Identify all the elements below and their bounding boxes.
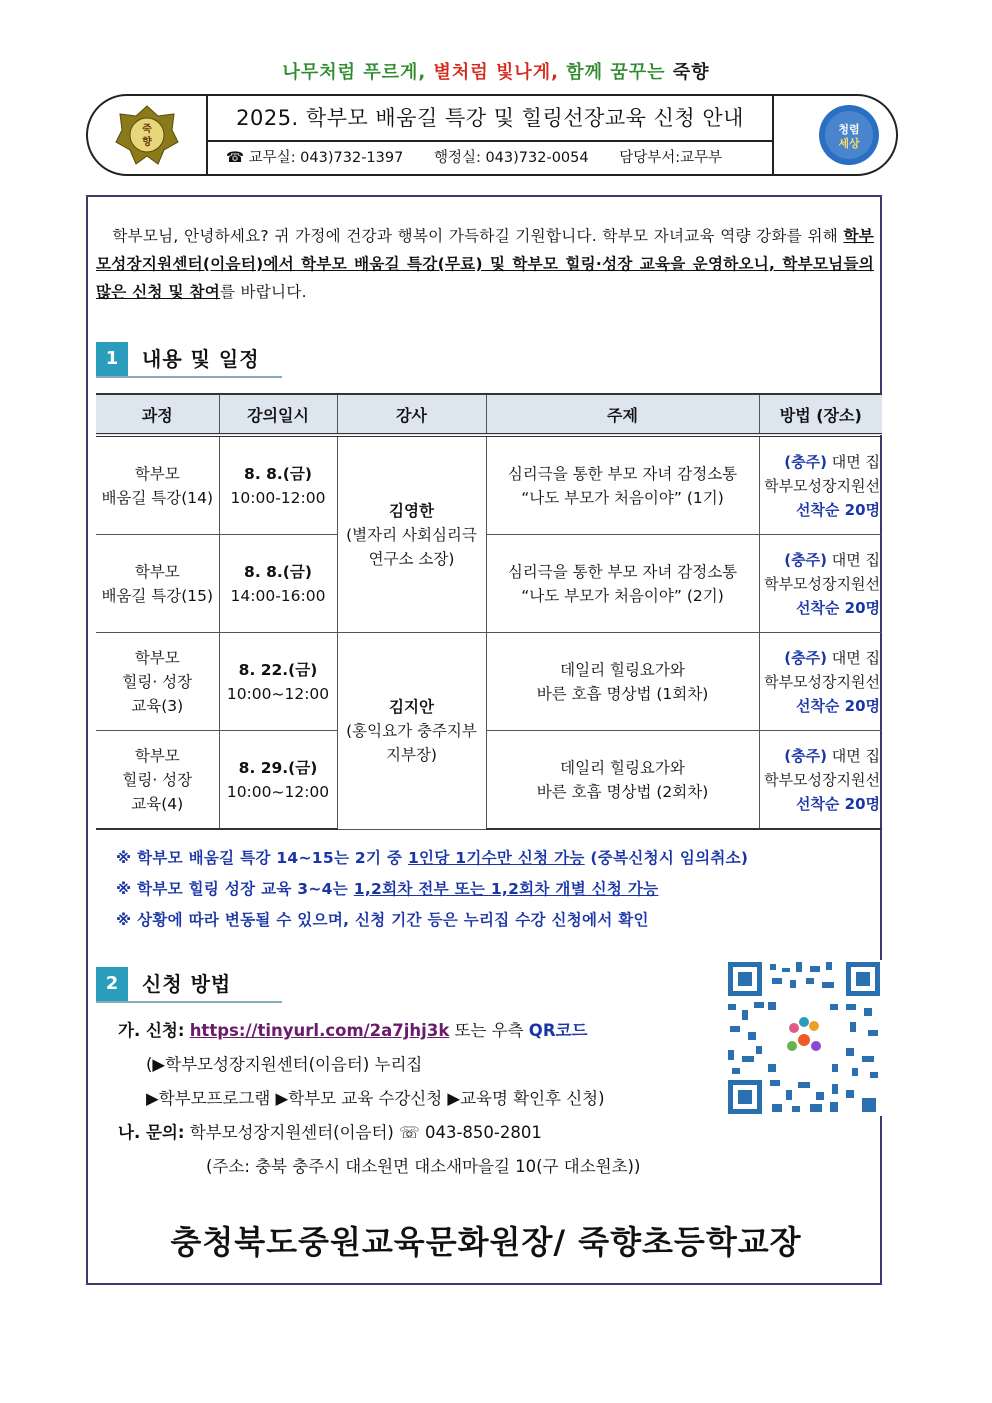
- method-type: 대면 집: [831, 452, 880, 471]
- method-region: (충주): [784, 648, 827, 667]
- table-row: [96, 633, 882, 731]
- svg-text:죽: 죽: [142, 124, 152, 135]
- col-header: 주제: [486, 394, 759, 435]
- instructor-org: 연구소 소장): [368, 549, 455, 568]
- contact-line: [208, 142, 772, 174]
- course-cell: [96, 535, 219, 633]
- schedule-table: [96, 393, 882, 830]
- topic-cell: [486, 435, 759, 535]
- date-cell: [219, 731, 337, 830]
- time-text: 10:00~12:00: [226, 684, 330, 703]
- apply-step: ▶학부모프로그램 ▶학부모 교육 수강신청 ▶교육명 확인후 신청): [146, 1089, 605, 1108]
- apply-line: [118, 1014, 640, 1048]
- method-region: (충주): [784, 550, 827, 569]
- col-header: 과정: [96, 394, 219, 435]
- note-emphasis: 1,2회차 전부 또는 1,2회차 개별 신청 가능: [353, 880, 659, 898]
- date-cell: [219, 435, 337, 535]
- table-header-row: [96, 394, 882, 435]
- apply-label: 가. 신청:: [118, 1021, 185, 1040]
- date-cell: [219, 535, 337, 633]
- instructor-org: 지부장): [386, 745, 437, 764]
- apply-link[interactable]: https://tinyurl.com/2a7jhj3k: [189, 1021, 450, 1040]
- topic-line: 심리극을 통한 부모 자녀 감정소통: [507, 562, 738, 581]
- apply-step: (▶학부모성장지원센터(이음터) 누리집: [146, 1055, 423, 1074]
- method-place: 학부모성장지원선: [764, 672, 880, 691]
- topic-cell: [486, 633, 759, 731]
- method-type: 대면 집: [831, 550, 880, 569]
- course-cell: [96, 731, 219, 830]
- note-item: ※ 상황에 따라 변동될 수 있으며, 신청 기간 등은 누리집 수강 신청에서 확인: [116, 911, 649, 929]
- issuer-signature: 충청북도중원교육문화원장/ 죽향초등학교장: [170, 1223, 802, 1261]
- topic-line: “나도 부모가 처음이야” (1기): [521, 488, 724, 507]
- section-label: 내용 및 일정: [142, 347, 260, 371]
- method-cell: [759, 535, 882, 633]
- instructor-name: 김영한: [389, 501, 434, 520]
- note-item: [116, 874, 748, 905]
- slogan-part2: 별처럼 빛나게,: [433, 62, 559, 83]
- section-number: 1: [96, 342, 128, 376]
- course-cell: [96, 633, 219, 731]
- intro-paragraph: [96, 222, 874, 306]
- inquiry-label: 나. 문의:: [118, 1123, 185, 1142]
- topic-cell: [486, 731, 759, 830]
- instructor-org: (홍익요가 충주지부: [346, 721, 477, 740]
- svg-text:향: 향: [142, 137, 152, 148]
- col-header: 강사: [337, 394, 486, 435]
- note-emphasis: 1인당 1기수만 신청 가능: [407, 849, 585, 867]
- topic-line: “나도 부모가 처음이야” (2기): [521, 586, 724, 605]
- intro-text-1: 학부모님, 안녕하세요? 귀 가정에 건강과 행복이 가득하길 기원합니다. 학부모 자녀교육 역량 강화를 위해: [112, 227, 844, 245]
- instructor-name: 김지안: [389, 697, 434, 716]
- table-row: [96, 731, 882, 830]
- admin-phone: 행정실: 043)732-0054: [433, 150, 589, 166]
- section-label: 신청 방법: [142, 972, 232, 996]
- method-region: (충주): [784, 746, 827, 765]
- topic-line: 바른 호흡 명상법 (2회차): [536, 782, 709, 801]
- topic-line: 심리극을 통한 부모 자녀 감정소통: [507, 464, 738, 483]
- method-quota: 선착순 20명: [795, 500, 880, 519]
- inquiry-contact: 학부모성장지원센터(이음터) ☏ 043-850-2801: [189, 1123, 542, 1142]
- svg-text:세상: 세상: [838, 137, 860, 150]
- method-place: 학부모성장지원선: [764, 476, 880, 495]
- date-cell: [219, 633, 337, 731]
- method-quota: 선착순 20명: [795, 598, 880, 617]
- slogan-part4: 죽향: [672, 62, 710, 83]
- topic-line: 데일리 힐링요가와: [560, 758, 685, 777]
- time-text: 10:00-12:00: [230, 488, 326, 507]
- course-line: 힐링· 성장: [122, 770, 193, 789]
- intro-highlight: 학부모성장지원센터(이음터)에서 학부모 배움길 특강(무료) 및 학부모 힐링·성장 교육을 운영하오니, 학부모님들의 많은 신청 및 참여: [96, 227, 874, 301]
- page-title: 2025. 학부모 배움길 특강 및 힐링선장교육 신청 안내: [208, 94, 772, 142]
- note-text: (중복신청시 임의취소): [584, 849, 749, 867]
- course-cell: [96, 435, 219, 535]
- topic-line: 데일리 힐링요가와: [560, 660, 685, 679]
- course-line: 교육(3): [131, 696, 184, 715]
- qr-code-image[interactable]: [726, 960, 882, 1116]
- topic-line: 바른 호흡 명상법 (1회차): [536, 684, 709, 703]
- slogan-part1: 나무처럼 푸르게,: [282, 62, 427, 83]
- course-line: 학부모: [134, 562, 180, 581]
- method-type: 대면 집: [831, 648, 880, 667]
- time-text: 10:00~12:00: [226, 782, 330, 801]
- col-header: 강의일시: [219, 394, 337, 435]
- intro-text-3: 를 바랍니다.: [220, 283, 307, 301]
- course-line: 배움길 특강(14): [101, 488, 214, 507]
- slogan: [0, 58, 992, 84]
- instructor-org: (별자리 사회심리극: [346, 525, 477, 544]
- integrity-world-logo: [814, 100, 884, 174]
- course-line: 학부모: [134, 648, 180, 667]
- method-place: 학부모성장지원선: [764, 770, 880, 789]
- note-text: ※ 학부모 힐링 성장 교육 3~4는: [116, 880, 354, 898]
- col-header: 방법 (장소): [759, 394, 882, 435]
- course-line: 학부모: [134, 746, 180, 765]
- office-phone: ☎ 교무실: 043)732-1397: [226, 150, 404, 166]
- course-line: 학부모: [134, 464, 180, 483]
- table-row: [96, 435, 882, 535]
- method-cell: [759, 633, 882, 731]
- section-heading-apply: [96, 967, 282, 1003]
- topic-cell: [486, 535, 759, 633]
- section-number: 2: [96, 967, 128, 1001]
- date-text: 8. 29.(금): [238, 758, 318, 777]
- section-heading-schedule: [96, 342, 282, 378]
- time-text: 14:00-16:00: [230, 586, 326, 605]
- method-region: (충주): [784, 452, 827, 471]
- address-line: (주소: 충북 충주시 대소원면 대소새마을길 10(구 대소원초)): [206, 1157, 641, 1176]
- course-line: 힐링· 성장: [122, 672, 193, 691]
- department: 담당부서:교무부: [619, 150, 723, 166]
- method-place: 학부모성장지원선: [764, 574, 880, 593]
- note-item: [116, 843, 748, 874]
- table-row: [96, 535, 882, 633]
- course-line: 교육(4): [131, 794, 184, 813]
- date-text: 8. 22.(금): [238, 660, 318, 679]
- slogan-part3: 함께 꿈꾸는: [566, 62, 666, 83]
- course-line: 배움길 특강(15): [101, 586, 214, 605]
- apply-instructions: [118, 1014, 640, 1184]
- method-quota: 선착순 20명: [795, 696, 880, 715]
- instructor-cell: [337, 435, 486, 633]
- apply-text: 또는 우측: [449, 1021, 529, 1040]
- svg-text:청렴: 청렴: [838, 123, 860, 136]
- inquiry-line: [118, 1116, 640, 1150]
- method-type: 대면 집: [831, 746, 880, 765]
- document-header: [86, 94, 898, 176]
- date-text: 8. 8.(금): [244, 562, 312, 581]
- school-emblem-logo: [114, 104, 180, 170]
- qr-reference: QR코드: [528, 1021, 588, 1040]
- notes-list: [116, 843, 748, 936]
- method-cell: [759, 435, 882, 535]
- method-cell: [759, 731, 882, 830]
- date-text: 8. 8.(금): [244, 464, 312, 483]
- method-quota: 선착순 20명: [795, 794, 880, 813]
- note-text: ※ 학부모 배움길 특강 14~15는 2기 중: [116, 849, 408, 867]
- instructor-cell: [337, 633, 486, 830]
